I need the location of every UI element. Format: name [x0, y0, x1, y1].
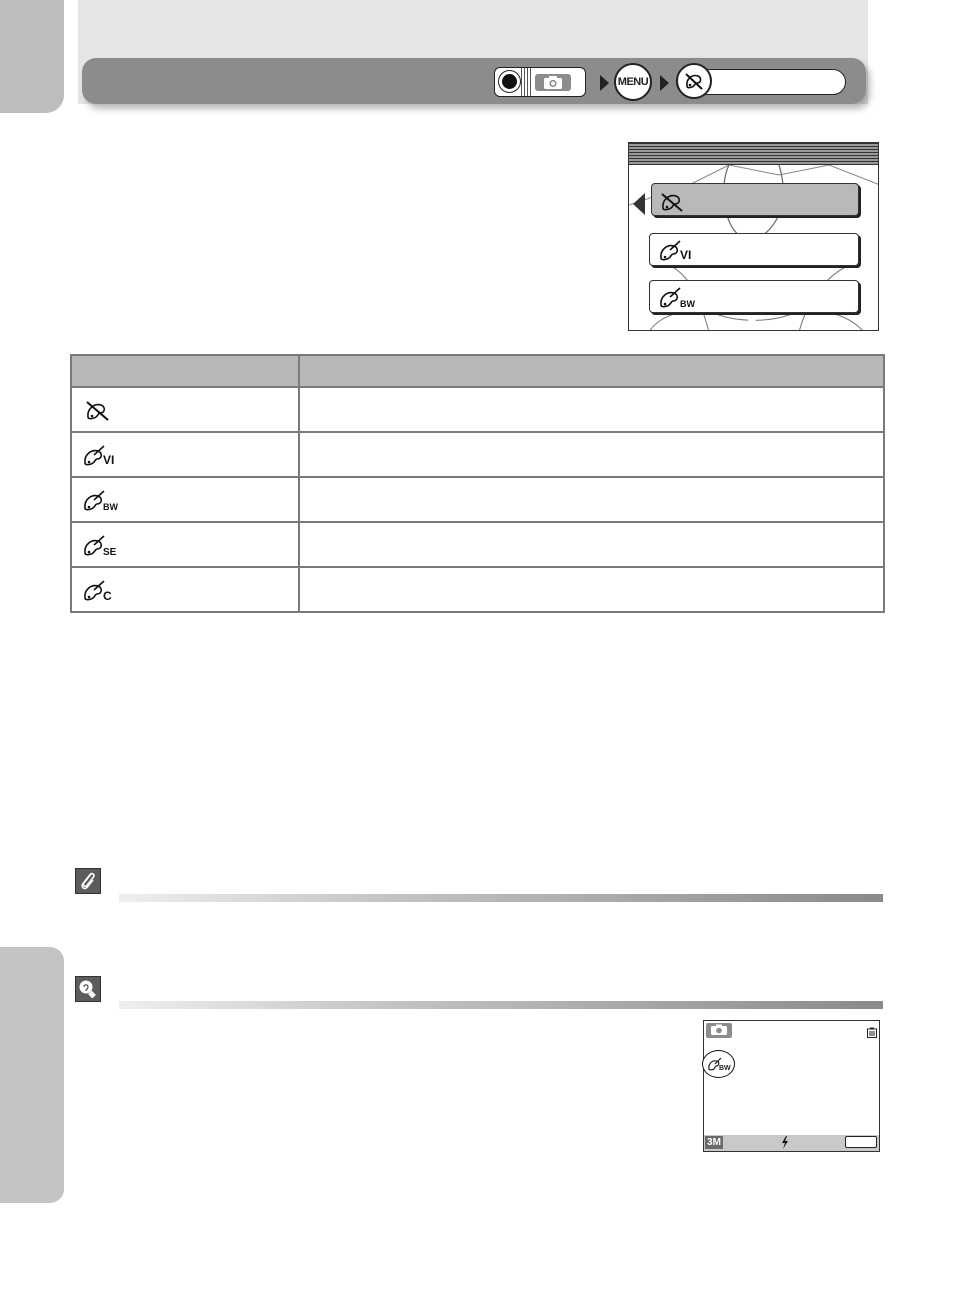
color-option-indicator: [702, 1050, 735, 1078]
table-cell-description: [299, 477, 884, 522]
standard-color-icon: [660, 189, 750, 213]
vivid-color-icon: [658, 239, 748, 263]
tips-icon: [75, 976, 101, 1002]
color-options-table: [70, 354, 885, 613]
table-row: [71, 567, 884, 612]
svg-text:BW: BW: [719, 1065, 731, 1072]
svg-text:BW: BW: [103, 501, 118, 512]
svg-text:C: C: [103, 588, 112, 603]
mode-dial-icon: [494, 67, 586, 97]
paperclip-icon: [75, 868, 101, 894]
chapter-tab: [0, 0, 64, 113]
svg-text:VI: VI: [103, 452, 115, 467]
table-row: [71, 432, 884, 477]
shooting-monitor-display: [703, 1020, 880, 1152]
camera-icon: [535, 74, 571, 91]
table-header-description: [299, 355, 884, 387]
camera-icon: [706, 1023, 732, 1038]
section-tab: [0, 947, 64, 1203]
standard-color-icon: [82, 397, 172, 423]
color-options-icon: [676, 63, 712, 99]
table-row: [71, 477, 884, 522]
battery-icon: [867, 1025, 877, 1043]
back-arrow-icon: [633, 193, 645, 215]
flash-icon: [781, 1136, 789, 1154]
table-cell-description: [299, 387, 884, 432]
frame-counter: [845, 1136, 877, 1148]
svg-text:VI: VI: [680, 248, 692, 262]
table-row: [71, 387, 884, 432]
table-cell-description: [299, 522, 884, 567]
note-divider: [119, 894, 883, 902]
lcd-menu-item-vivid: [649, 233, 859, 266]
arrow-right-icon: [660, 75, 669, 91]
image-size-badge: 3M: [705, 1136, 723, 1149]
table-cell-description: [299, 432, 884, 477]
sepia-icon: [82, 532, 172, 558]
svg-text:BW: BW: [680, 299, 695, 309]
camera-monitor-menu: [628, 142, 879, 331]
arrow-right-icon: [600, 75, 609, 91]
table-cell-description: [299, 567, 884, 612]
lcd-menu-item-black-and-white: [649, 280, 859, 313]
color-options-menu-item: [676, 69, 846, 95]
lcd-menu-item-standard: [651, 183, 859, 216]
tips-divider: [119, 1001, 883, 1009]
table-header-option: [71, 355, 299, 387]
cyanotype-icon: [82, 577, 172, 603]
menu-button-icon: MENU: [614, 63, 652, 101]
black-and-white-icon: [82, 487, 172, 513]
vivid-color-icon: [82, 442, 172, 468]
table-row: [71, 522, 884, 567]
svg-text:SE: SE: [103, 546, 117, 558]
black-and-white-icon: [658, 286, 748, 310]
black-and-white-icon: [707, 1056, 731, 1072]
monitor-status-bar: [704, 1135, 879, 1151]
